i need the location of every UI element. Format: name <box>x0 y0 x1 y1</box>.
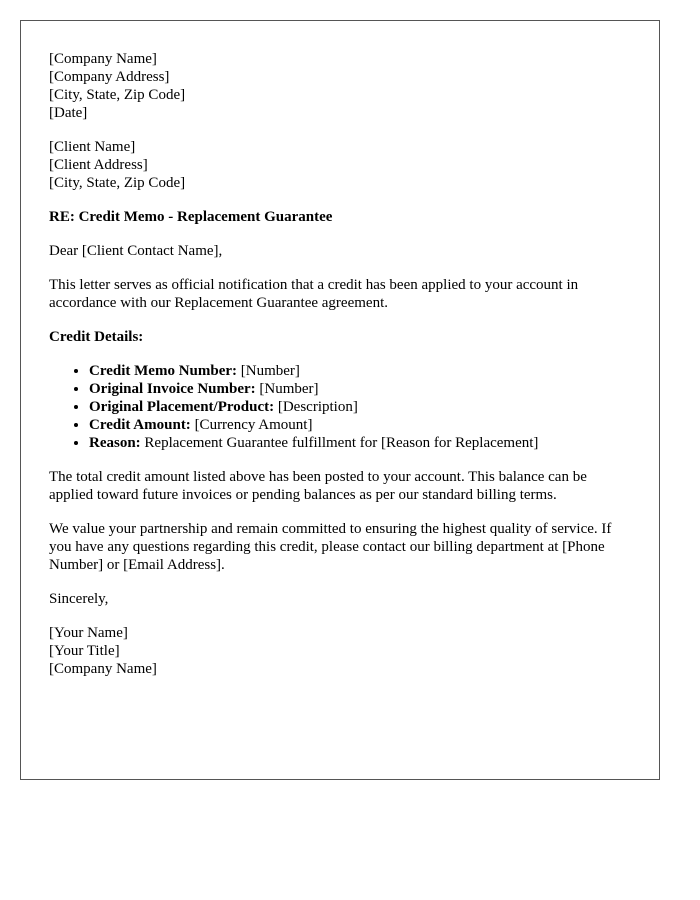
detail-original-placement-product <box>89 398 631 416</box>
signature-block <box>49 624 631 678</box>
detail-credit-amount <box>89 416 631 434</box>
balance-paragraph: The total credit amount listed above has been posted to your account. This balance can be applied toward future invoices or pending balances as per our standard billing terms. <box>49 469 587 503</box>
detail-value: [Number] <box>237 363 300 379</box>
detail-value: Replacement Guarantee fulfillment for [Reason for Replacement] <box>140 435 539 451</box>
detail-value: [Currency Amount] <box>190 417 313 433</box>
subject-line: RE: Credit Memo - Replacement Guarantee <box>49 209 333 225</box>
detail-label: Original Invoice Number: <box>89 381 256 397</box>
signature-title: [Your Title] <box>49 643 120 659</box>
recipient-client-address: [Client Address] <box>49 157 148 173</box>
sender-city-state-zip: [City, State, Zip Code] <box>49 87 186 103</box>
letter-page <box>20 20 660 780</box>
detail-reason <box>89 434 631 452</box>
recipient-address-block <box>49 138 631 192</box>
credit-details-list <box>49 362 631 452</box>
detail-label: Credit Memo Number: <box>89 363 238 379</box>
letter-date: [Date] <box>49 105 88 121</box>
recipient-city-state-zip: [City, State, Zip Code] <box>49 175 186 191</box>
sender-company-address: [Company Address] <box>49 69 170 85</box>
signature-name: [Your Name] <box>49 625 128 641</box>
detail-value: [Description] <box>274 399 358 415</box>
detail-original-invoice-number <box>89 380 631 398</box>
salutation: Dear [Client Contact Name], <box>49 243 223 259</box>
detail-label: Credit Amount: <box>89 417 191 433</box>
credit-details-heading: Credit Details: <box>49 329 144 345</box>
signoff: Sincerely, <box>49 591 109 607</box>
detail-label: Reason: <box>89 435 141 451</box>
detail-credit-memo-number <box>89 362 631 380</box>
closing-paragraph: We value your partnership and remain committed to ensuring the highest quality of service. If you have any questions regarding this credit, please contact our billing department at [Phone Number] or [Email Address]. <box>49 521 612 573</box>
intro-paragraph: This letter serves as official notification that a credit has been applied to your account in accordance with our Replacement Guarantee agreement. <box>49 277 579 311</box>
recipient-client-name: [Client Name] <box>49 139 136 155</box>
signature-company: [Company Name] <box>49 661 157 677</box>
detail-label: Original Placement/Product: <box>89 399 275 415</box>
detail-value: [Number] <box>255 381 319 397</box>
sender-company-name: [Company Name] <box>49 51 157 67</box>
sender-address-block <box>49 50 631 122</box>
